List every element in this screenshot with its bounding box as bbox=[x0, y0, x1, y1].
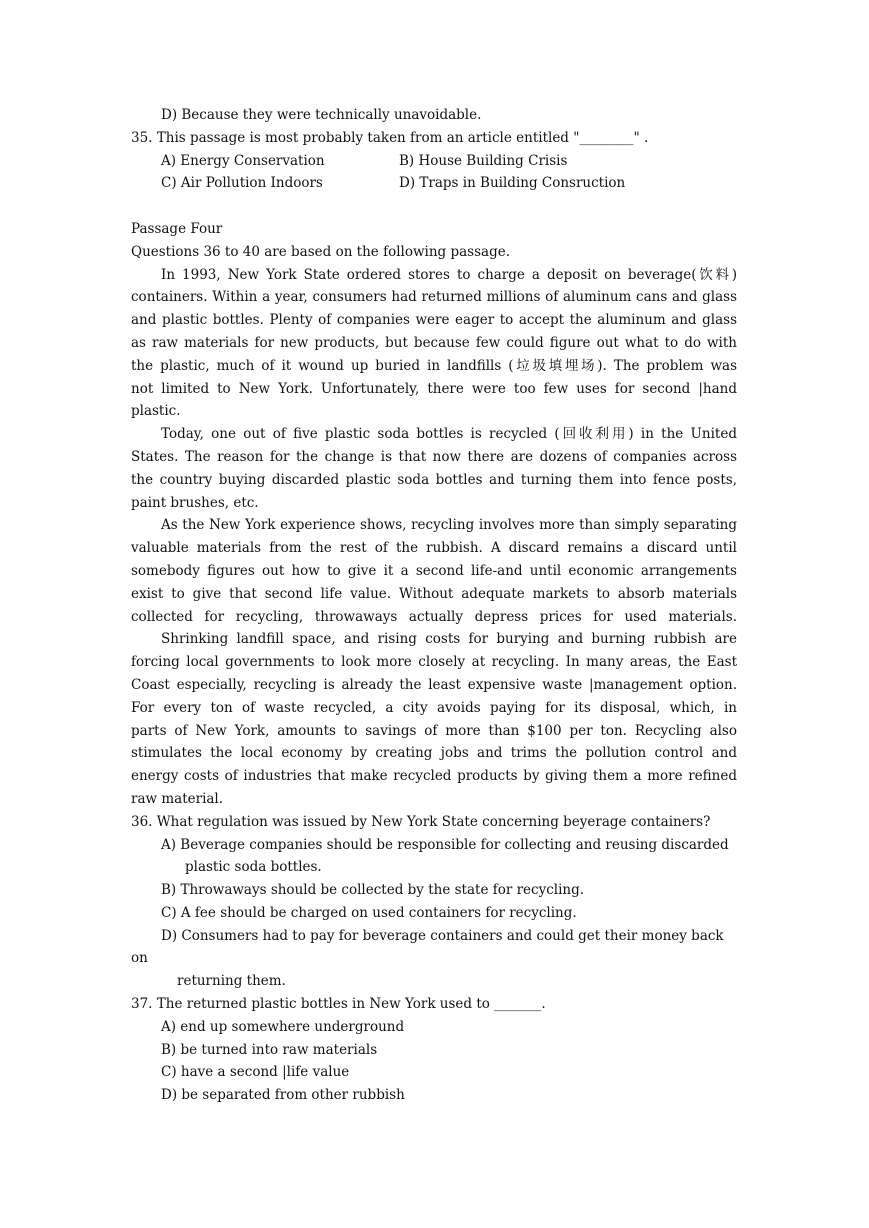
paragraph-line: Coast especially, recycling is already the least expensive waste |management option. bbox=[131, 676, 737, 693]
q35-option-a: A) Energy Conservation bbox=[161, 152, 325, 169]
q37-option-d: D) be separated from other rubbish bbox=[161, 1087, 405, 1104]
q35-option-d: D) Traps in Building Consruction bbox=[399, 175, 626, 192]
q37-stem: 37. The returned plastic bottles in New York used to _______. bbox=[131, 996, 546, 1013]
paragraph-line: paint brushes, etc. bbox=[131, 494, 259, 511]
spacer bbox=[131, 195, 737, 218]
q35-stem: 35. This passage is most probably taken from an article entitled "________" . bbox=[131, 129, 649, 146]
q35-option-c: C) Air Pollution Indoors bbox=[161, 175, 323, 192]
paragraph-line: containers. Within a year, consumers had returned millions of aluminum cans and glass bbox=[131, 289, 737, 306]
paragraph-line: parts of New York, amounts to savings of more than $100 per ton. Recycling also bbox=[131, 722, 737, 739]
paragraph-line: collected for recycling, throwaways actually depress prices for used materials. bbox=[131, 608, 737, 625]
passage-intro: Questions 36 to 40 are based on the following passage. bbox=[131, 243, 510, 260]
q34-option-d: D) Because they were technically unavoidable. bbox=[161, 107, 482, 123]
q37-option-a: A) end up somewhere underground bbox=[161, 1018, 405, 1035]
paragraph-line: the country buying discarded plastic soda bottles and turning them into fence posts, bbox=[131, 471, 737, 488]
paragraph-line: exist to give that second life value. Without adequate markets to absorb materials bbox=[131, 585, 737, 602]
paragraph-line: as raw materials for new products, but because few could figure out what to do with bbox=[131, 334, 737, 351]
q37-option-b: B) be turned into raw materials bbox=[161, 1041, 378, 1058]
q35-options-row-2 bbox=[131, 172, 737, 195]
q36-option-d-wrap: on bbox=[131, 950, 148, 967]
q36-option-a: A) Beverage companies should be responsible for collecting and reusing discarded bbox=[161, 836, 729, 853]
paragraph-4 bbox=[131, 628, 737, 810]
paragraph-line: raw material. bbox=[131, 790, 224, 807]
paragraph-line: States. The reason for the change is that now there are dozens of companies across bbox=[131, 448, 737, 465]
paragraph-line: Shrinking landfill space, and rising costs for burying and burning rubbish are bbox=[161, 631, 737, 648]
paragraph-line: For every ton of waste recycled, a city avoids paying for its disposal, which, in bbox=[131, 699, 737, 716]
q36-option-b: B) Throwaways should be collected by the state for recycling. bbox=[161, 882, 585, 899]
paragraph-line: plastic. bbox=[131, 403, 181, 420]
q35-option-b: B) House Building Crisis bbox=[399, 152, 568, 169]
paragraph-line: forcing local governments to look more closely at recycling. In many areas, the East bbox=[131, 654, 737, 671]
question-37 bbox=[131, 993, 737, 1107]
paragraph-line: Today, one out of five plastic soda bottles is recycled (回收利用) in the United bbox=[161, 426, 737, 443]
paragraph-1 bbox=[131, 264, 737, 424]
q36-option-d: D) Consumers had to pay for beverage containers and could get their money back bbox=[161, 927, 724, 944]
q36-option-a-cont: plastic soda bottles. bbox=[185, 859, 322, 876]
question-36 bbox=[131, 811, 737, 993]
passage-title: Passage Four bbox=[131, 220, 223, 237]
q36-stem: 36. What regulation was issued by New York State concerning beyerage containers? bbox=[131, 813, 711, 830]
q35-options-row-1 bbox=[131, 150, 737, 173]
paragraph-line: not limited to New York. Unfortunately, there were too few uses for second |hand bbox=[131, 380, 737, 397]
q36-option-c: C) A fee should be charged on used containers for recycling. bbox=[161, 904, 577, 921]
paragraph-line: In 1993, New York State ordered stores to charge a deposit on beverage(饮料) bbox=[161, 266, 737, 283]
q37-option-c: C) have a second |life value bbox=[161, 1064, 350, 1081]
paragraph-line: stimulates the local economy by creating jobs and trims the pollution control and bbox=[131, 745, 737, 762]
paragraph-line: energy costs of industries that make recycled products by giving them a more refined bbox=[131, 768, 737, 785]
paragraph-line: and plastic bottles. Plenty of companies were eager to accept the aluminum and glass bbox=[131, 312, 737, 329]
paragraph-3 bbox=[131, 514, 737, 628]
paragraph-line: the plastic, much of it wound up buried in landfills (垃圾填埋场). The problem was bbox=[131, 357, 737, 374]
document-page bbox=[131, 104, 737, 1107]
paragraph-line: somebody figures out how to give it a second life-and until economic arrangements bbox=[131, 562, 737, 579]
paragraph-line: valuable materials from the rest of the rubbish. A discard remains a discard until bbox=[131, 540, 737, 557]
paragraph-line: As the New York experience shows, recycling involves more than simply separating bbox=[161, 517, 737, 534]
paragraph-2 bbox=[131, 423, 737, 514]
q36-option-d-cont: returning them. bbox=[177, 973, 286, 990]
